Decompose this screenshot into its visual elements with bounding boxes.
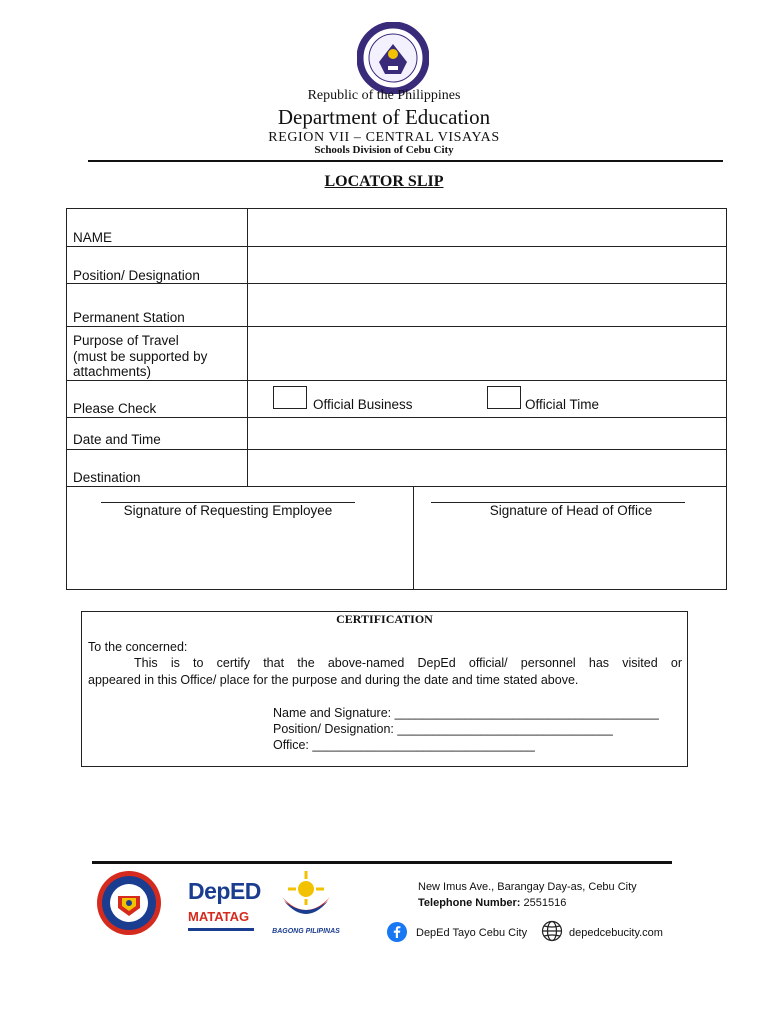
position-field[interactable] [248, 247, 726, 283]
certification-office[interactable]: Office: ________________________________ [273, 738, 535, 752]
website-link[interactable]: depedcebucity.com [569, 927, 663, 939]
signature-divider [413, 486, 414, 590]
certification-position[interactable]: Position/ Designation: _______________________________ [273, 722, 613, 736]
certification-body-line2: appeared in this Office/ place for the purpose and during the date and time stated above. [88, 673, 579, 687]
row-divider [67, 486, 726, 487]
footer-divider [92, 861, 672, 864]
datetime-field[interactable] [248, 418, 726, 449]
purpose-label-line3: attachments) [73, 364, 152, 379]
purpose-label-line1: Purpose of Travel [73, 333, 179, 348]
destination-label: Destination [73, 470, 141, 485]
division-cebu-logo [96, 870, 162, 936]
certification-title: CERTIFICATION [336, 612, 433, 626]
official-business-checkbox[interactable] [273, 386, 307, 409]
bagong-pilipinas-logo [270, 867, 342, 937]
phone-label: Telephone Number: [418, 897, 521, 909]
destination-field[interactable] [248, 450, 726, 486]
form-title: LOCATOR SLIP [324, 173, 444, 190]
row-divider [67, 380, 726, 381]
deped-seal [357, 22, 429, 94]
facebook-page[interactable]: DepEd Tayo Cebu City [416, 927, 528, 939]
station-label: Permanent Station [73, 310, 185, 325]
certification-name-signature[interactable]: Name and Signature: ______________________________________ [273, 706, 659, 720]
republic-line: Republic of the Philippines [307, 88, 461, 103]
header-divider [88, 160, 723, 162]
official-business-label: Official Business [313, 397, 413, 412]
certification-body-line1: This is to certify that the above-named DepEd official/ personnel has visited or [134, 656, 682, 670]
locator-form [66, 208, 727, 590]
employee-signature-label: Signature of Requesting Employee [123, 503, 333, 518]
purpose-field[interactable] [248, 327, 726, 380]
region-line: REGION VII – CENTRAL VISAYAS [268, 130, 500, 145]
official-time-label: Official Time [525, 397, 600, 412]
name-field[interactable] [248, 209, 726, 246]
purpose-label-line2: (must be supported by [73, 349, 208, 364]
footer-phone [418, 897, 566, 909]
official-time-checkbox[interactable] [487, 386, 521, 409]
position-label: Position/ Designation [73, 268, 200, 283]
bagong-pilipinas-text: BAGONG PILIPINAS [272, 928, 340, 935]
department-title: Department of Education [277, 105, 491, 129]
deped-wordmark: DepED [188, 878, 261, 904]
globe-icon [541, 920, 563, 942]
phone-value: 2551516 [523, 897, 567, 909]
certification-box [81, 611, 688, 767]
matatag-wordmark: MATATAG [188, 909, 250, 924]
division-line: Schools Division of Cebu City [314, 144, 454, 156]
datetime-label: Date and Time [73, 432, 161, 447]
deped-logo [188, 870, 260, 936]
certification-salutation: To the concerned: [88, 640, 188, 654]
head-signature-label: Signature of Head of Office [489, 503, 653, 518]
facebook-icon[interactable] [387, 922, 407, 942]
station-field[interactable] [248, 284, 726, 326]
check-label: Please Check [73, 401, 157, 416]
name-label: NAME [73, 230, 113, 245]
footer-address: New Imus Ave., Barangay Day-as, Cebu City [418, 881, 637, 893]
